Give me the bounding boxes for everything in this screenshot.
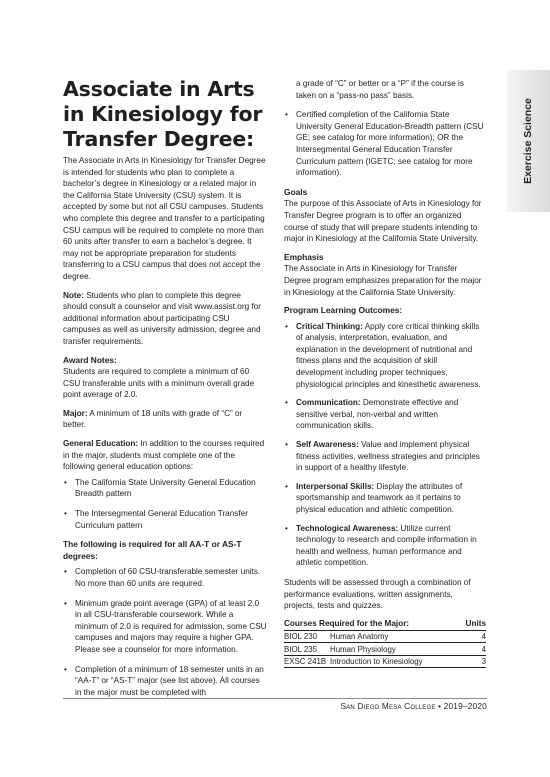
footer-divider <box>63 698 487 699</box>
outcomes-heading: Program Learning Outcomes: <box>284 305 403 316</box>
note-text: Students who plan to complete this degree should consult a counselor and visit www.assist.org for additional information about participating CSU campuses as well as university admission, degree and transfer requirements. <box>63 290 261 346</box>
outcome-text: Display the attributes of sportsmanship and teamwork as it pertains to physical education and athletic competition. <box>296 481 463 514</box>
ge-options-list <box>63 477 267 531</box>
major-text: A minimum of 18 units with grade of “C” or better. <box>63 408 243 430</box>
assessment-text: Students will be assessed through a combination of performance evaluations, written assignments, projects, tests and quizzes. <box>284 577 471 611</box>
title-line: in Kinesiology for <box>63 102 263 126</box>
title-line: Transfer Degree: <box>63 127 255 151</box>
major-paragraph <box>63 408 267 431</box>
award-notes-heading: Award Notes: <box>63 354 117 365</box>
outcome-label: Self Awareness: <box>296 440 359 450</box>
goals-heading: Goals <box>284 186 308 197</box>
goals-text: The purpose of this Associate of Arts in Kinesiology for Transfer Degree program is to offer an organized course of study that will prepare students intending to major in Kinesiology at the California State University. <box>284 199 482 244</box>
list-item: • Completion of a minimum of 18 semester units in an “AA-T” or “AS-T” major (see list above). All courses in the major must be completed with <box>63 664 267 699</box>
outcome-label: Technological Awareness: <box>296 523 399 533</box>
outcome-text: Apply core critical thinking skills of analysis, interpretation, evaluation, and explanation in the development of nutritional and fitness plans and the acquisition of skill development including proper techniques, physiological principles and kinesthetic awareness. <box>296 321 481 389</box>
section-tab-label: Exercise Science <box>522 98 534 184</box>
general-education-paragraph <box>63 438 267 473</box>
list-item <box>284 397 486 432</box>
page-title <box>63 77 267 152</box>
section-side-tab <box>506 70 550 212</box>
note-paragraph <box>63 290 267 348</box>
emphasis-text: The Associate in Arts in Kinesiology for Transfer Degree program emphasizes preparation for the major in Kinesiology at the California State University. <box>284 264 482 297</box>
list-item <box>284 523 486 569</box>
course-title: Human Anatomy <box>330 630 458 643</box>
course-title: Introduction to Kinesiology <box>330 655 458 668</box>
list-item: • Minimum grade point average (GPA) of at least 2.0 in all CSU-transferable coursework. While a minimum of 2.0 is required for admission, some CSU campuses and majors may require a higher GPA. Please see a counselor for more information. <box>63 598 267 656</box>
required-heading: The following is required for all AA-T or AS-T degrees: <box>63 539 242 561</box>
course-code: BIOL 230 <box>284 630 330 643</box>
outcome-label: Communication: <box>296 398 361 408</box>
title-line: Associate in Arts <box>63 77 255 101</box>
list-item: • Completion of 60 CSU-transferable semester units. No more than 60 units are required. <box>63 566 267 589</box>
course-title: Human Physiology <box>330 643 458 656</box>
general-education-text: In addition to the courses required in the major, students must complete one of the following general education options: <box>63 439 265 472</box>
required-list-continued <box>284 109 486 179</box>
emphasis-heading: Emphasis <box>284 251 324 262</box>
award-notes-text: Students are required to complete a minimum of 60 CSU transferable units with a minimum overall grade point average of 2.0. <box>63 367 255 400</box>
list-item <box>284 439 486 474</box>
table-row <box>284 643 486 656</box>
course-units: 4 <box>458 630 486 643</box>
course-units: 4 <box>458 643 486 656</box>
major-label: Major: <box>63 408 88 418</box>
intro-paragraph: The Associate in Arts in Kinesiology for Transfer Degree is intended for students who plan to complete a bachelor’s degree in Kinesiology or a related major in the California State University (CSU) system. It is accepted by some but not all CSU campuses. Students who complete this degree and transfer to a participating CSU campus will be required to complete no more than 60 units after transfer to earn a bachelor’s degree. It may not be appropriate preparation for students transferring to a CSU campus that does not accept the degree. <box>63 156 266 281</box>
outcome-text: Utilize current technology to research and compile information in health and wellness, human performance and athletic competition. <box>296 523 477 568</box>
outcomes-list <box>284 321 486 569</box>
units-heading: Units <box>458 619 486 631</box>
outcome-text: Demonstrate effective and sensitive verbal, non-verbal and written communication skills. <box>296 398 459 431</box>
left-column <box>63 77 267 706</box>
table-header-row <box>284 619 486 631</box>
list-item <box>284 321 486 391</box>
list-item <box>284 481 486 516</box>
list-item: • The Intersegmental General Education Transfer Curriculum pattern <box>63 508 267 531</box>
list-item: • The California State University General Education Breadth pattern <box>63 477 267 500</box>
course-code: EXSC 241B <box>284 655 330 668</box>
course-units: 3 <box>458 655 486 668</box>
page-footer: San Diego Mesa College • 2019–2020 <box>340 701 487 711</box>
outcome-label: Interpersonal Skills: <box>296 481 375 491</box>
list-item: • Certified completion of the California State University General Education-Breadth pattern (CSU GE; see catalog for more information); OR the Intersegmental General Education Transfer Curriculum pattern (IGETC; see catalog for more information). <box>284 109 486 179</box>
general-education-label: General Education: <box>63 439 139 449</box>
course-code: BIOL 235 <box>284 643 330 656</box>
outcome-text: Value and implement physical fitness activities, wellness strategies and principles in support of a healthy lifestyle. <box>296 440 480 473</box>
courses-table <box>284 619 486 669</box>
table-row <box>284 630 486 643</box>
required-list <box>63 566 267 698</box>
table-row <box>284 655 486 668</box>
required-item-continued: a grade of “C” or better or a “P” if the course is taken on a “pass-no pass” basis. <box>296 79 464 100</box>
outcome-label: Critical Thinking: <box>296 321 363 331</box>
courses-heading: Courses Required for the Major: <box>284 619 458 631</box>
right-column <box>284 78 486 668</box>
note-label: Note: <box>63 290 84 300</box>
